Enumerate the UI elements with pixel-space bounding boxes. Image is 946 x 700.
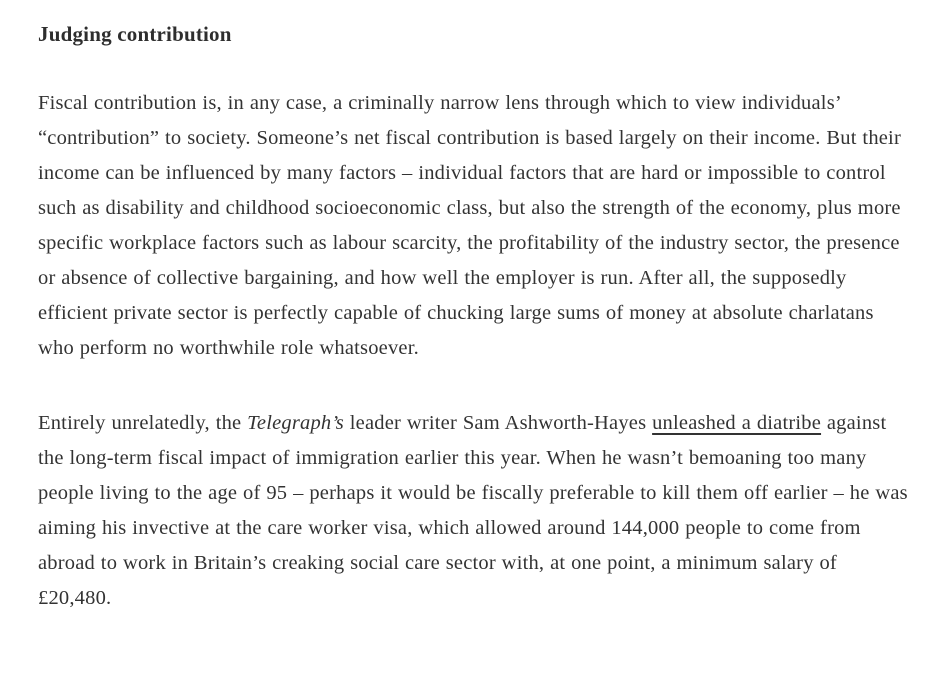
article-paragraph	[38, 406, 908, 616]
section-heading: Judging contribution	[38, 22, 232, 46]
article-body	[38, 86, 908, 616]
paragraph-text: leader writer Sam Ashworth-Hayes	[343, 412, 653, 434]
unleashed-a-diatribe-link[interactable]: unleashed a diatribe	[652, 412, 822, 434]
italic-text: Telegraph’s	[247, 412, 344, 434]
article-paragraph	[38, 86, 908, 366]
paragraph-text: Entirely unrelatedly, the	[38, 412, 248, 434]
paragraph-text: against the long-term fiscal impact of immigration earlier this year. When he wasn’t bemoaning too many people living to the age of 95 – perhaps it would be fiscally preferable to kill them off earlier – he was aiming his invective at the care worker visa, which allowed around 144,000 people to come from abroad to work in Britain’s creaking social care sector with, at one point, a minimum salary of £20,480.	[38, 412, 908, 609]
paragraph-text: Fiscal contribution is, in any case, a criminally narrow lens through which to view individuals’ “contribution” to society. Someone’s net fiscal contribution is based largely on their income. But their income can be influenced by many factors – individual factors that are hard or impossible to control such as disability and childhood socioeconomic class, but also the strength of the economy, plus more specific workplace factors such as labour scarcity, the profitability of the industry sector, the presence or absence of collective bargaining, and how well the employer is run. After all, the supposedly efficient private sector is perfectly capable of chucking large sums of money at absolute charlatans who perform no worthwhile role whatsoever.	[38, 92, 901, 359]
